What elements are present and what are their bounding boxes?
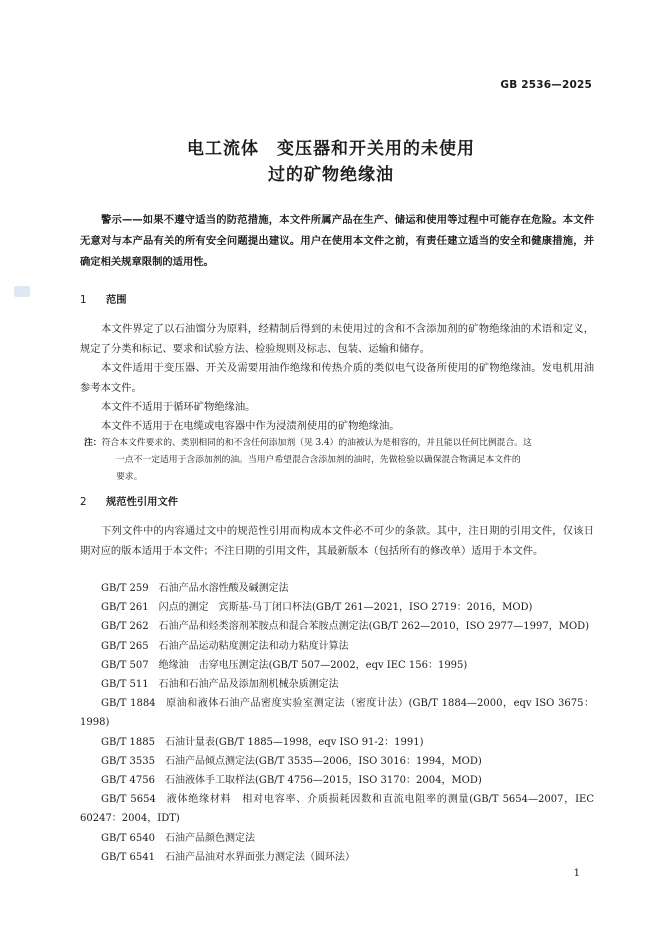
note-label: 注： — [84, 438, 102, 448]
paragraph: 下列文件中的内容通过文中的规范性引用而构成本文件必不可少的条款。其中，注日期的引用文件，仅该日期对应的版本适用于本文件；不注日期的引用文件，其最新版本（包括所有的修改单）适用于本文件。 — [80, 525, 594, 557]
ref-title: 石油产品颜色测定法 — [165, 832, 256, 844]
ref-code: GB/T 6540 — [101, 832, 156, 844]
list-item — [80, 617, 594, 636]
ref-code: GB/T 259 — [101, 583, 149, 594]
list-item — [80, 752, 594, 771]
document-title-line2: 过的矿物绝缘油 — [268, 165, 394, 185]
ref-code: GB/T 265 — [101, 640, 149, 652]
list-item — [80, 733, 594, 752]
note-text: 要求。 — [116, 472, 143, 482]
note-text: 符合本文件要求的、类别相同的和不含任何添加剂（见 3.4）的油被认为是相容的，并且能以任何比例混合。这 — [101, 438, 532, 448]
ref-title: 石油产品倾点测定法(GB/T 3535—2006，ISO 3016：1994，MOD) — [165, 755, 482, 767]
margin-tab-marker — [14, 286, 30, 297]
list-item — [80, 675, 594, 694]
document-title-line1: 电工流体 变压器和开关用的未使用 — [187, 139, 475, 159]
paragraph: 本文件不适用于在电缆或电容器中作为浸渍剂使用的矿物绝缘油。 — [101, 420, 400, 432]
ref-code: GB/T 4756 — [101, 775, 156, 787]
ref-code: GB/T 261 — [101, 602, 149, 614]
ref-code: GB/T 1884 — [101, 698, 156, 710]
section-number: 1 — [80, 294, 87, 306]
ref-title: 石油计量表(GB/T 1885—1998，eqv ISO 91-2：1991) — [165, 736, 424, 748]
ref-title: 原油和液体石油产品密度实验室测定法（密度计法）(GB/T 1884—2000，eqv ISO 3675：1998) — [80, 698, 594, 729]
ref-title: 闪点的测定 宾斯基-马丁闭口杯法(GB/T 261—2021，ISO 2719：2016，MOD) — [158, 602, 533, 614]
page-number: 1 — [573, 868, 580, 879]
paragraph: 本文件不适用于循环矿物绝缘油。 — [101, 401, 256, 413]
list-item — [80, 694, 594, 732]
section-title: 规范性引用文件 — [106, 496, 179, 508]
paragraph: 本文件适用于变压器、开关及需要用油作绝缘和传热介质的类似电气设备所使用的矿物绝缘油。发电机用油参考本文件。 — [80, 362, 594, 394]
note-text: 一点不一定适用于含添加剂的油。当用户希望混合含添加剂的油时，先做检验以确保混合物满足本文件的 — [116, 455, 521, 465]
standard-number: GB 2536—2025 — [500, 79, 592, 91]
note — [84, 435, 594, 486]
section-2-heading — [80, 493, 178, 508]
ref-title: 绝缘油 击穿电压测定法(GB/T 507—2002，eqv IEC 156：1995) — [158, 659, 468, 671]
list-item — [80, 771, 594, 790]
list-item — [80, 598, 594, 617]
paragraph: 本文件界定了以石油馏分为原料，经精制后得到的未使用过的含和不含添加剂的矿物绝缘油的术语和定义，规定了分类和标记、要求和试验方法、检验规则及标志、包装、运输和储存。 — [80, 323, 594, 355]
list-item — [80, 829, 594, 848]
ref-code: GB/T 511 — [101, 679, 149, 691]
section-title: 范围 — [106, 294, 127, 306]
list-item — [80, 579, 594, 598]
ref-title: 石油液体手工取样法(GB/T 4756—2015，ISO 3170：2004，MOD) — [165, 775, 482, 787]
list-item — [80, 637, 594, 656]
ref-code: GB/T 6541 — [101, 851, 156, 863]
ref-title: 石油产品油对水界面张力测定法（圆环法） — [165, 851, 356, 863]
ref-title: 石油产品运动粘度测定法和动力粘度计算法 — [158, 640, 349, 652]
section-1-heading — [80, 291, 127, 306]
ref-code: GB/T 262 — [101, 621, 149, 633]
safety-warning: 警示——如果不遵守适当的防范措施，本文件所属产品在生产、储运和使用等过程中可能存在危险。本文件无意对与本产品有关的所有安全问题提出建议。用户在使用本文件之前，有责任建立适当的安全和健康措施，并确定相关规章限制的适用性。 — [80, 214, 594, 268]
ref-code: GB/T 5654 — [101, 794, 156, 806]
ref-title: 液体绝缘材料 相对电容率、介质损耗因数和直流电阻率的测量(GB/T 5654—2007，IEC 60247：2004，IDT) — [80, 794, 594, 825]
section-number: 2 — [80, 496, 87, 508]
ref-code: GB/T 507 — [101, 659, 149, 671]
list-item — [80, 848, 594, 867]
ref-title: 石油产品和烃类溶剂苯胺点和混合苯胺点测定法(GB/T 262—2010，ISO 2977—1997，MOD) — [158, 621, 590, 633]
ref-title: 石油和石油产品及添加剂机械杂质测定法 — [158, 679, 339, 691]
ref-title: 石油产品水溶性酸及碱测定法 — [158, 583, 289, 594]
reference-list — [80, 579, 594, 867]
ref-code: GB/T 1885 — [101, 736, 156, 748]
list-item — [80, 656, 594, 675]
list-item — [80, 790, 594, 828]
ref-code: GB/T 3535 — [101, 755, 156, 767]
